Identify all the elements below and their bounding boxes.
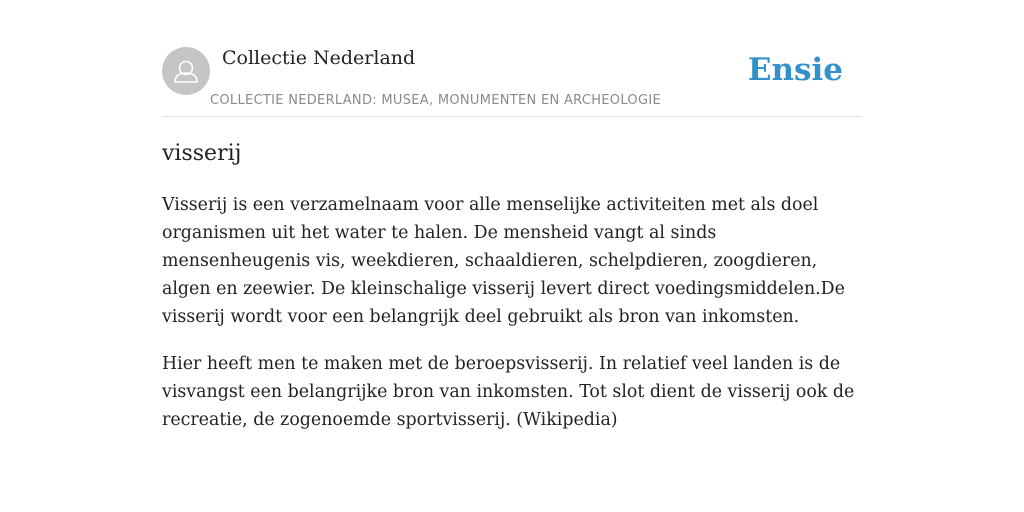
author-subtitle: COLLECTIE NEDERLAND: MUSEA, MONUMENTEN EN ARCHEOLOGIE	[210, 93, 661, 108]
user-icon	[162, 47, 210, 95]
definition-paragraph: Visserij is een verzamelnaam voor alle menselijke activiteiten met als doel organismen uit het water te halen. De mensheid vangt al sinds mensenheugenis vis, weekdieren, schaaldieren, schelpdieren, zoogdieren, algen en zeewier. De kleinschalige visserij levert direct voedingsmiddelen.De visserij wordt voor een belangrijk deel gebruikt als bron van inkomsten.	[162, 195, 845, 327]
definition-paragraph: Hier heeft men te maken met de beroepsvisserij. In relatief veel landen is de visvangst een belangrijke bron van inkomsten. Tot slot dient de visserij ook de recreatie, de zogenoemde sportvisserij. (Wikipedia)	[162, 354, 855, 430]
page-title: visserij	[162, 141, 242, 166]
ensie-logo[interactable]: Ensie	[747, 52, 843, 88]
page-header	[162, 46, 862, 117]
author-name-link[interactable]: Collectie Nederland	[222, 47, 416, 69]
author-avatar[interactable]	[162, 47, 210, 95]
article-content	[162, 138, 862, 453]
